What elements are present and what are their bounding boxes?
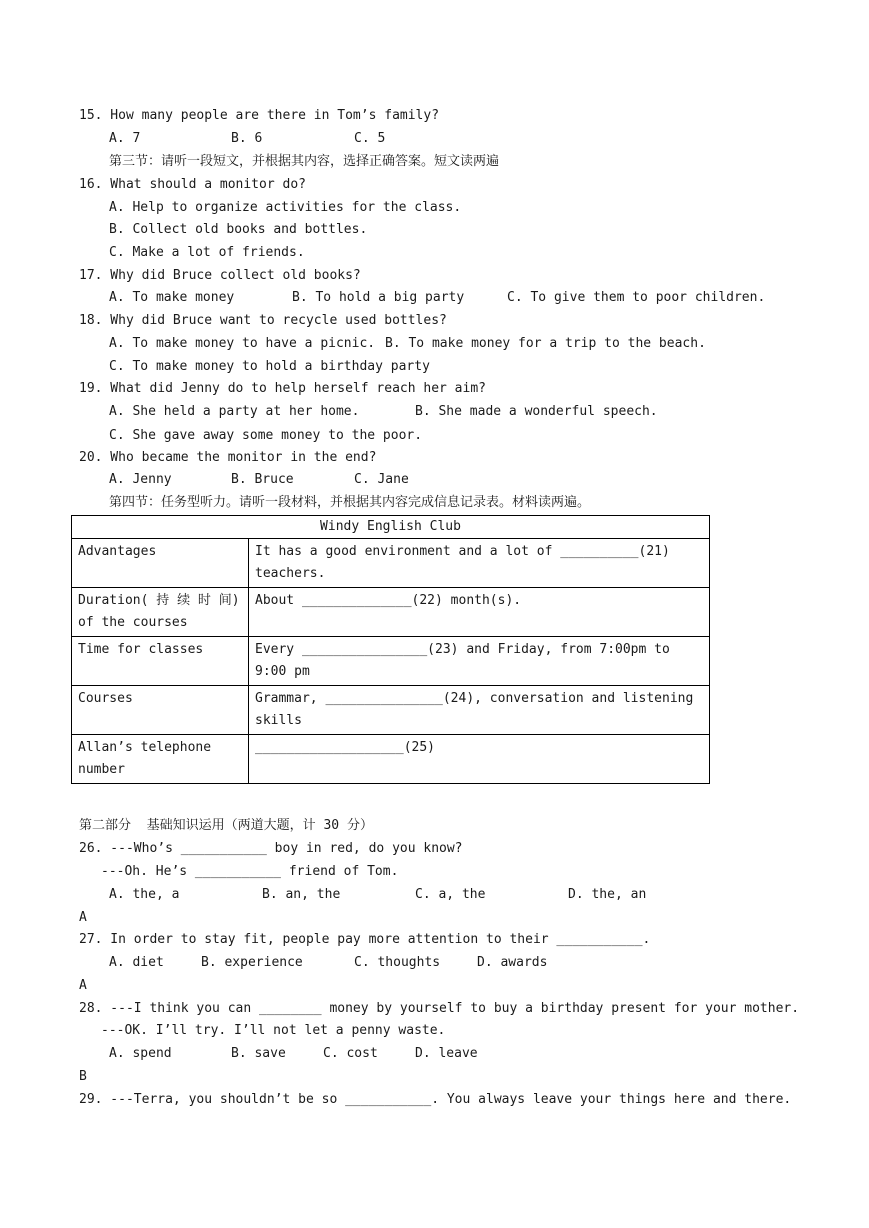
table-row-value: About ______________(22) month(s). — [249, 588, 710, 637]
section4-instruction: 第四节：任务型听力。请听一段材料，并根据其内容完成信息记录表。材料读两遍。 — [109, 495, 591, 510]
table-row-label: Courses — [72, 686, 249, 735]
q28-option-d: D. leave — [415, 1046, 478, 1061]
q17-option-a: A. To make money — [109, 290, 235, 305]
q20-option-c: C. Jane — [354, 472, 409, 487]
q27-option-a: A. diet — [109, 955, 164, 970]
q28-option-c: C. cost — [323, 1046, 378, 1061]
q16-option-c: C. Make a lot of friends. — [109, 245, 305, 260]
q16-stem: 16. What should a monitor do? — [79, 177, 306, 192]
table-row-value: Grammar, _______________(24), conversation and listening skills — [249, 686, 710, 735]
table-row-label: Allan’s telephone number — [72, 735, 249, 784]
q28-option-b: B. save — [231, 1046, 286, 1061]
q18-option-b: B. To make money for a trip to the beach. — [385, 336, 706, 351]
q20-option-a: A. Jenny — [109, 472, 172, 487]
part2-heading: 第二部分 基础知识运用（两道大题，计 30 分） — [79, 818, 373, 833]
q16-option-b: B. Collect old books and bottles. — [109, 222, 368, 237]
q19-option-b: B. She made a wonderful speech. — [415, 404, 658, 419]
q18-option-a: A. To make money to have a picnic. — [109, 336, 376, 351]
q26-option-c: C. a, the — [415, 887, 486, 902]
table-row-value: Every ________________(23) and Friday, from 7:00pm to 9:00 pm — [249, 637, 710, 686]
q26-stem: 26. ---Who’s ___________ boy in red, do you know? — [79, 841, 463, 856]
table-row — [72, 735, 710, 784]
q15-option-c: C. 5 — [354, 131, 386, 146]
table-title: Windy English Club — [72, 516, 710, 539]
section3-instruction: 第三节：请听一段短文，并根据其内容，选择正确答案。短文读两遍 — [109, 154, 500, 169]
q28-answer: B — [79, 1069, 87, 1084]
table-row-label: Advantages — [72, 539, 249, 588]
q28-stem: 28. ---I think you can ________ money by yourself to buy a birthday present for your mother. — [79, 1001, 800, 1016]
table-row — [72, 637, 710, 686]
q26-option-b: B. an, the — [262, 887, 341, 902]
q19-option-a: A. She held a party at her home. — [109, 404, 360, 419]
table-row — [72, 539, 710, 588]
q15-option-a: A. 7 — [109, 131, 141, 146]
q15-stem: 15. How many people are there in Tom’s family? — [79, 108, 440, 123]
table-row — [72, 588, 710, 637]
table-row-value: ___________________(25) — [249, 735, 710, 784]
table-row-label: Time for classes — [72, 637, 249, 686]
q27-option-b: B. experience — [201, 955, 303, 970]
q26-option-a: A. the, a — [109, 887, 180, 902]
q15-option-b: B. 6 — [231, 131, 263, 146]
q17-option-b: B. To hold a big party — [292, 290, 465, 305]
q29-stem: 29. ---Terra, you shouldn’t be so ___________. You always leave your things here and there. — [79, 1092, 792, 1107]
table-row — [72, 686, 710, 735]
q20-stem: 20. Who became the monitor in the end? — [79, 450, 377, 465]
info-record-table — [71, 515, 710, 784]
q26-stem-reply: ---Oh. He’s ___________ friend of Tom. — [101, 864, 399, 879]
q17-option-c: C. To give them to poor children. — [507, 290, 766, 305]
q27-answer: A — [79, 978, 87, 993]
q18-option-c: C. To make money to hold a birthday party — [109, 359, 430, 374]
q27-option-c: C. thoughts — [354, 955, 441, 970]
q19-option-c: C. She gave away some money to the poor. — [109, 428, 423, 443]
table-row-label: Duration( 持 续 时 间) of the courses — [72, 588, 249, 637]
table-row-value: It has a good environment and a lot of __________(21) teachers. — [249, 539, 710, 588]
q28-option-a: A. spend — [109, 1046, 172, 1061]
q19-stem: 19. What did Jenny do to help herself reach her aim? — [79, 381, 486, 396]
q20-option-b: B. Bruce — [231, 472, 294, 487]
q16-option-a: A. Help to organize activities for the class. — [109, 200, 462, 215]
q28-stem-reply: ---OK. I’ll try. I’ll not let a penny waste. — [101, 1023, 446, 1038]
q26-option-d: D. the, an — [568, 887, 647, 902]
q18-stem: 18. Why did Bruce want to recycle used bottles? — [79, 313, 447, 328]
q26-answer: A — [79, 910, 87, 925]
q17-stem: 17. Why did Bruce collect old books? — [79, 268, 361, 283]
q27-stem: 27. In order to stay fit, people pay more attention to their ___________. — [79, 932, 651, 947]
q27-option-d: D. awards — [477, 955, 548, 970]
